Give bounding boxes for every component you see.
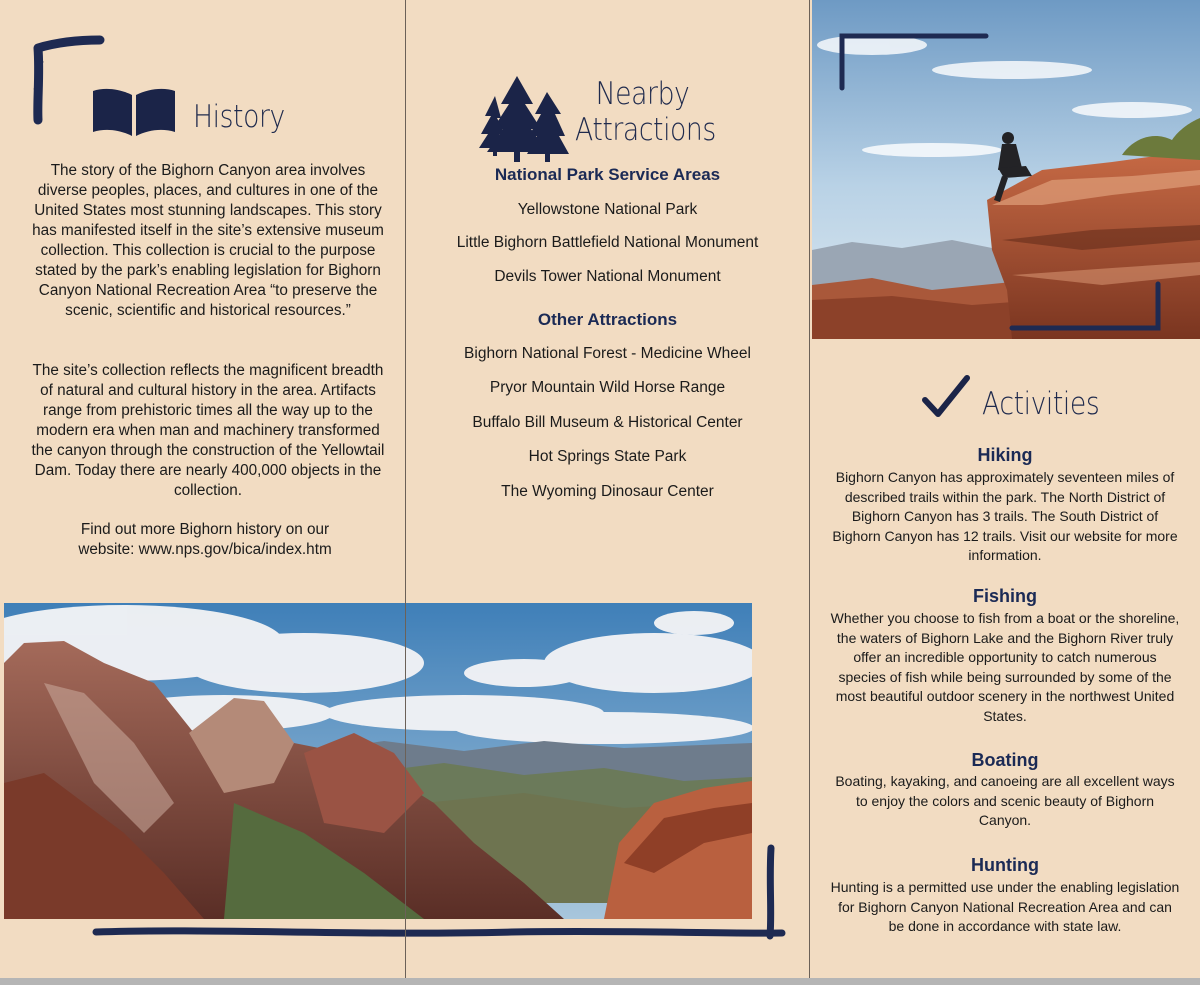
history-website-note: Find out more Bighorn history on our website: www.nps.gov/bica/index.htm <box>78 521 332 558</box>
history-paragraph-2: The site’s collection reflects the magnificent breadth of natural and cultural history in the area. Artifacts range from prehistoric times all the way up to the modern era when man and machinery transformed the canyon through the construction of the Yellowtail Dam. Today there are nearly 400,000 objects in the collection. <box>31 362 385 499</box>
history-heading: History <box>193 99 285 135</box>
other-item-buffalo-bill-museum: Buffalo Bill Museum & Historical Center <box>472 414 743 431</box>
nearby-heading-line-1: Nearby <box>595 76 690 112</box>
pine-trees-icon <box>479 74 571 164</box>
other-item-dinosaur-center: The Wyoming Dinosaur Center <box>501 483 714 500</box>
checkmark-icon <box>922 374 970 422</box>
other-item-wild-horse-range: Pryor Mountain Wild Horse Range <box>489 379 726 396</box>
page-bottom-edge <box>0 978 1200 985</box>
brush-stroke-decoration <box>760 842 782 942</box>
nearby-heading-line-2: Attractions <box>575 112 716 148</box>
nps-item-yellowstone: Yellowstone National Park <box>517 201 698 218</box>
activities-heading: Activities <box>982 386 1100 422</box>
hiking-text: Bighorn Canyon has approximately seventeen miles of described trails within the park. The North District of Bighorn Canyon has 3 trails. The South District of Bighorn Canyon has 12 trails. Visit our website for more information. <box>832 469 1178 563</box>
boating-title: Boating <box>971 750 1039 770</box>
fishing-title: Fishing <box>973 586 1037 606</box>
boating-text: Boating, kayaking, and canoeing are all excellent ways to enjoy the colors and scenic beauty of Bighorn Canyon. <box>835 773 1175 828</box>
hunting-text: Hunting is a permitted use under the enabling legislation for Bighorn Canyon National Recreation Area and can be done in accordance with state law. <box>830 879 1180 934</box>
hunting-title: Hunting <box>971 855 1039 875</box>
nps-areas-title: National Park Service Areas <box>494 165 721 184</box>
activities-panel <box>810 0 1200 985</box>
other-item-medicine-wheel: Bighorn National Forest - Medicine Wheel <box>464 345 751 362</box>
fold-line <box>809 0 810 985</box>
history-paragraph-1: The story of the Bighorn Canyon area involves diverse peoples, places, and cultures in one of the United States most stunning landscapes. This story has manifested itself in the site’s extensive museum collection. This collection is crucial to the purpose stated by the park’s enabling legislation for Bighorn Canyon National Recreation Area “to preserve the scenic, scientific and historical resources.” <box>32 162 384 319</box>
brush-corner-decoration <box>1000 278 1170 336</box>
brush-stroke-decoration <box>92 920 792 946</box>
book-icon <box>90 86 178 138</box>
hiking-title: Hiking <box>977 445 1033 465</box>
nps-item-devils-tower: Devils Tower National Monument <box>494 268 721 285</box>
other-item-hot-springs: Hot Springs State Park <box>528 448 687 465</box>
brush-corner-decoration <box>836 28 996 98</box>
nearby-heading <box>575 76 716 148</box>
canyon-landscape-photo <box>4 603 752 919</box>
fishing-text: Whether you choose to fish from a boat or the shoreline, the waters of Bighorn Lake and the Bighorn River truly offer an incredible opportunity to catch numerous species of fish while being surrounded by some of the most beautiful outdoor scenery in the northwest United States. <box>830 610 1180 724</box>
other-attractions-title: Other Attractions <box>537 310 678 329</box>
fold-line <box>405 0 406 985</box>
nps-item-little-bighorn: Little Bighorn Battlefield National Monument <box>456 234 759 251</box>
